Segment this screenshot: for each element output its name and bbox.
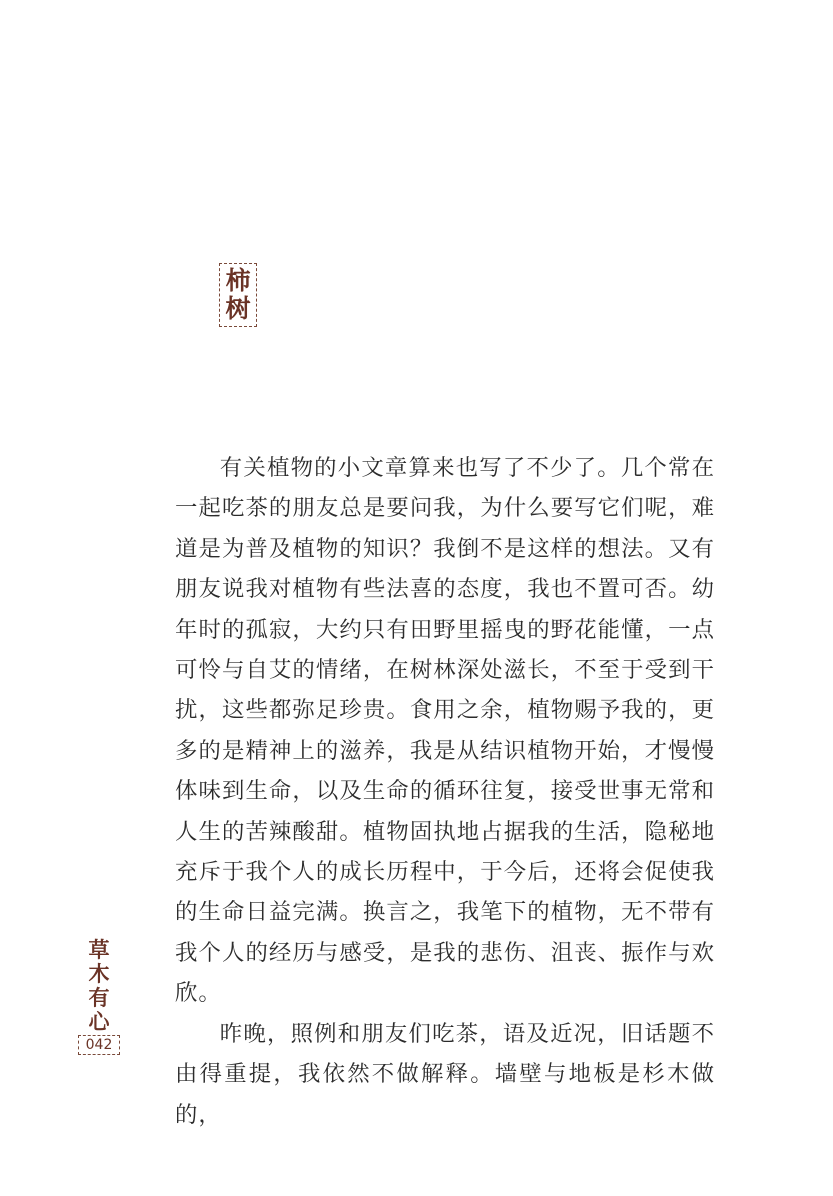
book-title-char: 心 (88, 1010, 110, 1034)
chapter-title-char: 柿 (225, 266, 251, 295)
chapter-title (219, 263, 257, 327)
book-title-char: 木 (88, 962, 110, 986)
body-text (175, 448, 715, 1135)
chapter-title-char: 树 (225, 294, 251, 323)
paragraph: 有关植物的小文章算来也写了不少了。几个常在一起吃茶的朋友总是要问我，为什么要写它们呢，难道是为普及植物的知识？我倒不是这样的想法。又有朋友说我对植物有些法喜的态度，我也不置可否。幼年时的孤寂，大约只有田野里摇曳的野花能懂，一点可怜与自艾的情绪，在树林深处滋长，不至于受到干扰，这些都弥足珍贵。食用之余，植物赐予我的，更多的是精神上的滋养，我是从结识植物开始，才慢慢体味到生命，以及生命的循环往复，接受世事无常和人生的苦辣酸甜。植物固执地占据我的生活，隐秘地充斥于我个人的成长历程中，于今后，还将会促使我的生命日益完满。换言之，我笔下的植物，无不带有我个人的经历与感受，是我的悲伤、沮丧、振作与欢欣。 (175, 455, 715, 1007)
paragraph: 昨晚，照例和朋友们吃茶，语及近况，旧话题不由得重提，我依然不做解释。墙壁与地板是杉木做的， (175, 1020, 715, 1128)
book-title-char: 草 (88, 938, 110, 962)
book-title-char: 有 (88, 986, 110, 1010)
page-number: 042 (78, 1035, 120, 1055)
book-title (84, 938, 114, 1034)
